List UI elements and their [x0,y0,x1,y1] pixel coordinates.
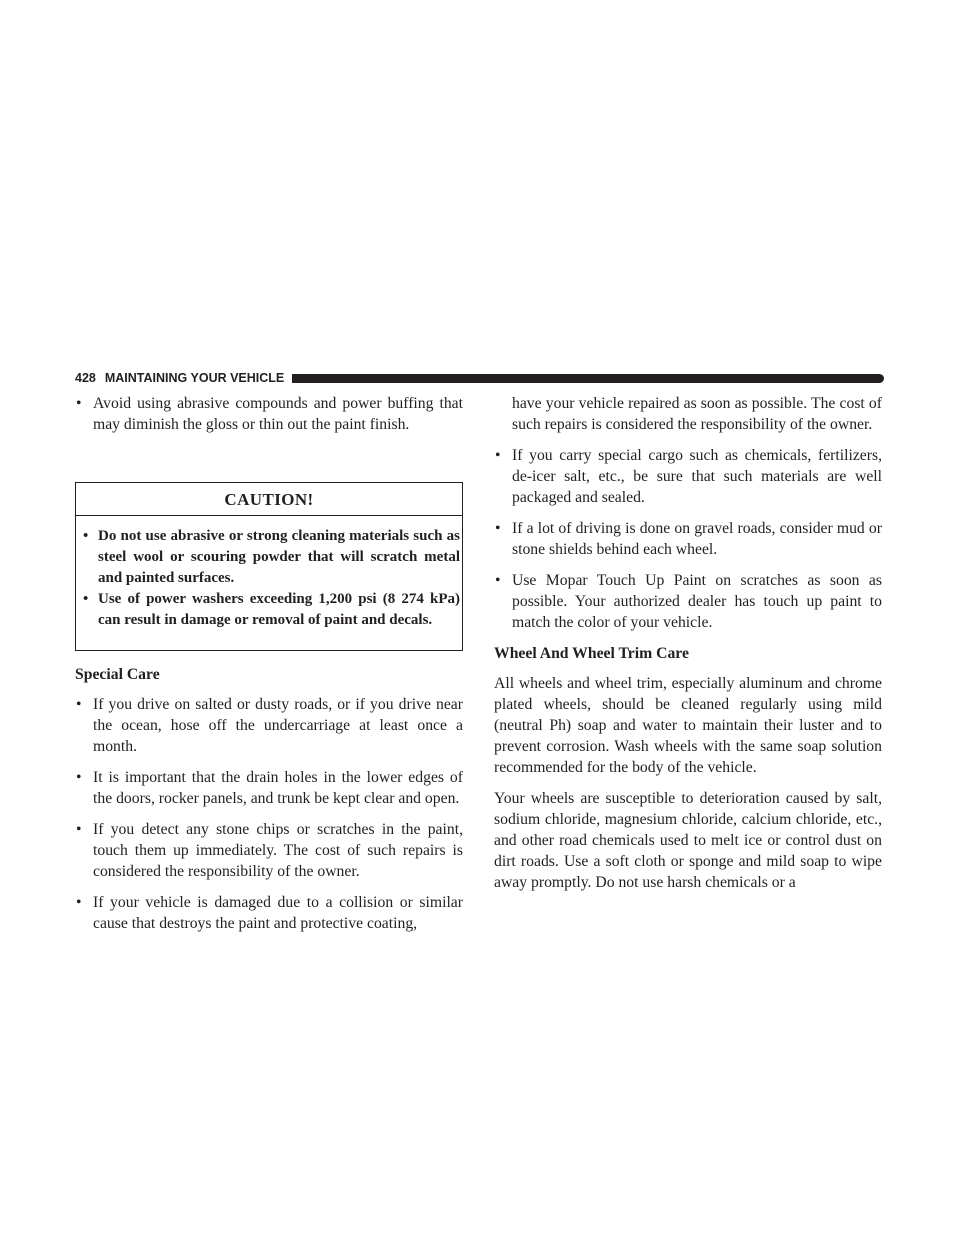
list-item [494,445,882,508]
list-item [75,393,463,435]
caution-box [75,482,463,651]
caution-item-text: Use of power washers exceeding 1,200 psi (8 274 kPa) can result in damage or removal of paint and decals. [98,591,460,628]
list-item [75,767,463,809]
list-item-text: If your vehicle is damaged due to a collision or similar cause that destroys the paint and protective coating, [93,894,463,932]
section-title: MAINTAINING YOUR VEHICLE [104,371,285,385]
paragraph: All wheels and wheel trim, especially aluminum and chrome plated wheels, should be cleaned regularly using mild (neutral Ph) soap and water to maintain their luster and to prevent corrosion. Wash wheels with the same soap solution recommended for the body of the vehicle. [494,675,882,776]
header-rule [292,374,884,383]
caution-item [82,589,460,631]
bullet-icon: • [495,447,501,464]
bullet-icon: • [76,821,82,838]
bullet-icon: • [76,696,82,713]
caution-item-text: Do not use abrasive or strong cleaning materials such as steel wool or scouring powder that will scratch metal and painted surfaces. [98,528,460,586]
right-column [494,393,882,893]
wheel-care-heading: Wheel And Wheel Trim Care [494,645,689,662]
list-item-text: If a lot of driving is done on gravel roads, consider mud or stone shields behind each wheel. [512,520,882,558]
list-item-text: Avoid using abrasive compounds and power buffing that may diminish the gloss or thin out the paint finish. [93,395,463,433]
list-item-text: If you carry special cargo such as chemicals, fertilizers, de-icer salt, etc., be sure that such materials are well packaged and sealed. [512,447,882,506]
bullet-icon: • [76,395,82,412]
list-item-text: It is important that the drain holes in the lower edges of the doors, rocker panels, and trunk be kept clear and open. [93,769,463,807]
list-item [75,694,463,757]
bullet-icon: • [76,769,82,786]
bullet-icon: • [76,894,82,911]
list-item-text: have your vehicle repaired as soon as possible. The cost of such repairs is considered the responsibility of the owner. [512,395,882,433]
list-item-text: Use Mopar Touch Up Paint on scratches as soon as possible. Your authorized dealer has touch up paint to match the color of your vehicle. [512,572,882,631]
list-item [75,819,463,882]
caution-title: CAUTION! [76,483,462,516]
bullet-icon: • [83,591,89,607]
list-item [494,518,882,560]
list-item-text: If you drive on salted or dusty roads, or if you drive near the ocean, hose off the undercarriage at least once a month. [93,696,463,755]
caution-item [82,526,460,589]
list-item [75,892,463,934]
page-number: 428 [75,371,96,385]
bullet-icon: • [495,572,501,589]
bullet-icon: • [83,528,89,544]
bullet-icon: • [495,520,501,537]
list-item-text: If you detect any stone chips or scratches in the paint, touch them up immediately. The cost of such repairs is considered the responsibility of the owner. [93,821,463,880]
special-care-heading: Special Care [75,666,160,683]
caution-body [76,516,462,650]
page-header [75,371,884,385]
left-column [75,393,463,934]
paragraph: Your wheels are susceptible to deterioration caused by salt, sodium chloride, magnesium chloride, calcium chloride, etc., and other road chemicals used to melt ice or control dust on dirt roads. Use a soft cloth or sponge and mild soap to wipe away promptly. Do not use harsh chemicals or a [494,790,882,891]
list-item [494,570,882,633]
list-item-continued [494,393,882,435]
